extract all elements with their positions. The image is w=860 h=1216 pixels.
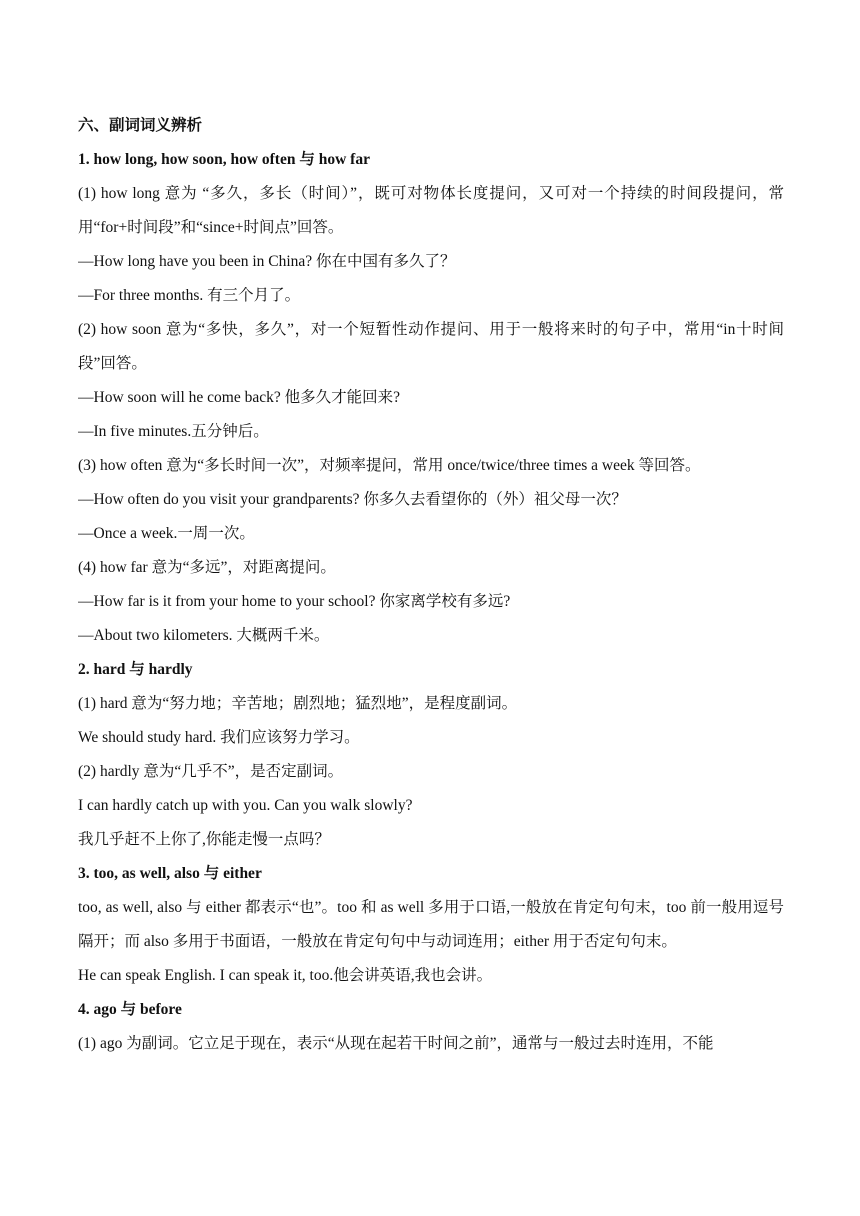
section-heading: 3. too, as well, also 与 either xyxy=(78,865,262,882)
text-line: (3) how often 意为“多长时间一次”，对频率提问，常用 once/twice/three times a week 等回答。 xyxy=(78,457,701,474)
example-line: He can speak English. I can speak it, too.他会讲英语,我也会讲。 xyxy=(78,967,493,984)
document-page xyxy=(78,109,784,1061)
example-line: —How soon will he come back? 他多久才能回来? xyxy=(78,389,400,406)
text-line: (1) ago 为副词。它立足于现在，表示“从现在起若干时间之前”，通常与一般过去时连用，不能 xyxy=(78,1035,714,1052)
section-heading: 2. hard 与 hardly xyxy=(78,661,193,678)
example-line: —Once a week.一周一次。 xyxy=(78,525,255,542)
text-line: (4) how far 意为“多远”，对距离提问。 xyxy=(78,559,336,576)
example-line: We should study hard. 我们应该努力学习。 xyxy=(78,729,360,746)
paragraph: too, as well, also 与 either 都表示“也”。too 和 as well 多用于口语,一般放在肯定句句末，too 前一般用逗号隔开；而 also 多用于书面语，一般放在肯定句句中与动词连用；either 用于否定句句末。 xyxy=(78,899,784,950)
paragraph: (1) how long 意为 “多久，多长（时间）”，既可对物体长度提问，又可对一个持续的时间段提问，常用“for+时间段”和“since+时间点”回答。 xyxy=(78,185,784,236)
text-line: (1) hard 意为“努力地；辛苦地；剧烈地；猛烈地”，是程度副词。 xyxy=(78,695,518,712)
text-line: (2) hardly 意为“几乎不”，是否定副词。 xyxy=(78,763,344,780)
example-line: —About two kilometers. 大概两千米。 xyxy=(78,627,330,644)
example-line: —How long have you been in China? 你在中国有多久了？ xyxy=(78,253,456,270)
example-line: —How often do you visit your grandparents? 你多久去看望你的（外）祖父母一次？ xyxy=(78,491,627,508)
example-line: I can hardly catch up with you. Can you walk slowly? xyxy=(78,797,413,814)
section-heading: 1. how long, how soon, how often 与 how far xyxy=(78,151,370,168)
example-line: —For three months. 有三个月了。 xyxy=(78,287,301,304)
example-line: —How far is it from your home to your school? 你家离学校有多远? xyxy=(78,593,511,610)
example-line: 我几乎赶不上你了,你能走慢一点吗？ xyxy=(78,831,330,848)
section-title: 六、副词词义辨析 xyxy=(78,117,203,134)
paragraph: (2) how soon 意为“多快，多久”，对一个短暂性动作提问、用于一般将来时的句子中，常用“in十时间段”回答。 xyxy=(78,321,784,372)
example-line: —In five minutes.五分钟后。 xyxy=(78,423,269,440)
section-heading: 4. ago 与 before xyxy=(78,1001,182,1018)
